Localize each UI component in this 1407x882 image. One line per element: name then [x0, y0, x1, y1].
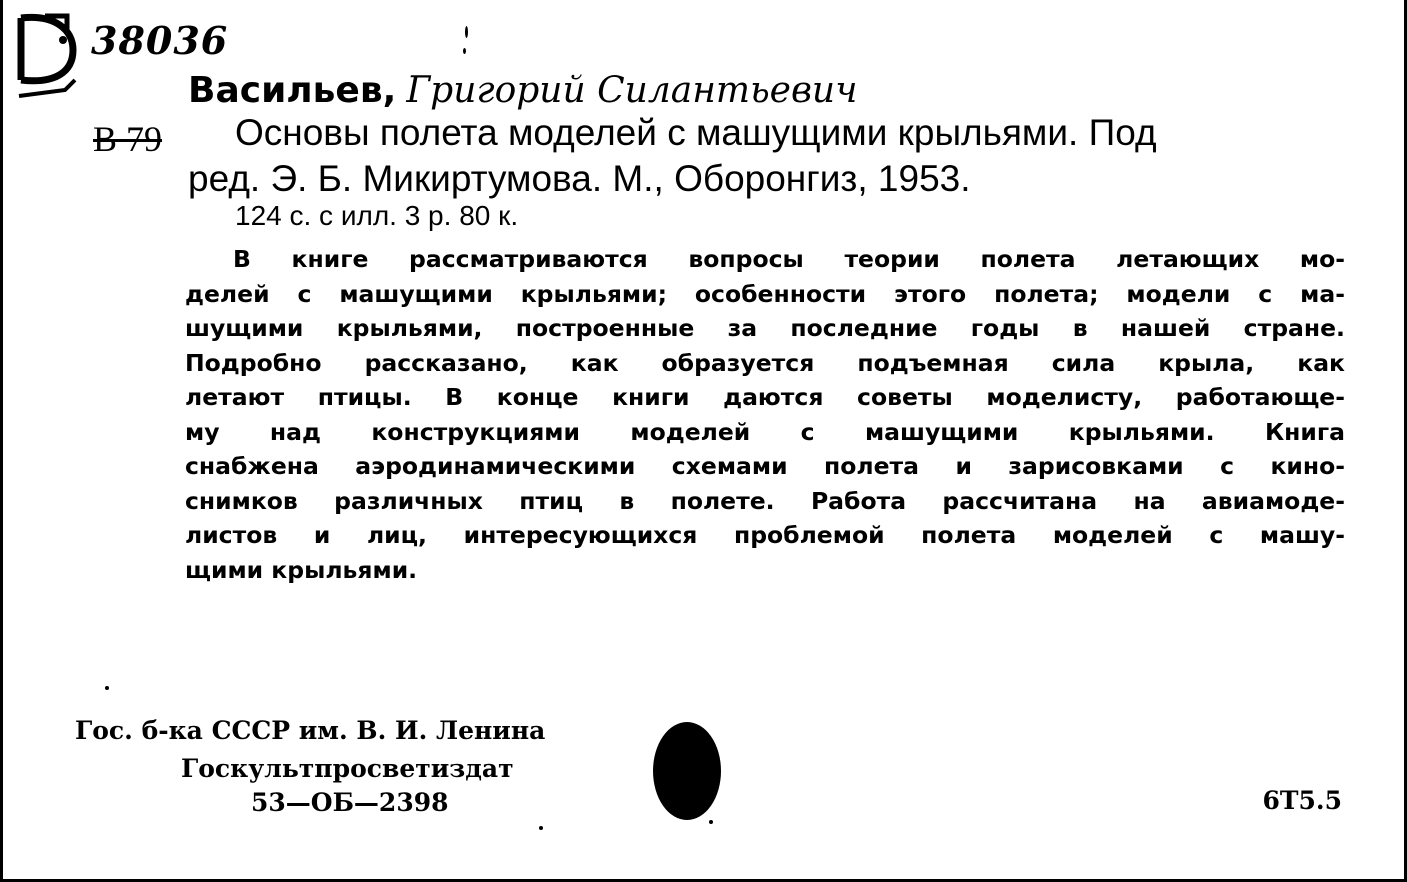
- annotation-line: В книге рассматриваются вопросы теории полета летающих мо-: [233, 245, 1345, 273]
- annotation-line: Подробно рассказано, как образуется подъемная сила крыла, как: [185, 348, 1345, 377]
- ink-speck: [465, 26, 468, 38]
- annotation-line: снабжена аэродинамическими схемами полета и зарисовками с кино-: [185, 452, 1345, 480]
- classification-code: 6Т5.5: [1262, 786, 1342, 815]
- title-line-2: ред. Э. Б. Микиртумова. М., Оборонгиз, 1953.: [188, 158, 971, 199]
- ink-speck: [539, 826, 543, 830]
- author-surname: Васильев,: [188, 70, 397, 111]
- ink-speck: [105, 686, 109, 690]
- annotation-line: снимков различных птиц в полете. Работа рассчитана на авиамоде-: [185, 486, 1345, 515]
- ink-speck: [463, 48, 466, 54]
- punch-hole: [653, 722, 721, 820]
- annotation-line: шущими крыльями, построенные за последние годы в нашей стране.: [185, 314, 1345, 342]
- title-line-1: Основы полета моделей с машущими крыльями. Под: [235, 112, 1157, 153]
- author-handwritten-name: Григорий Силантьевич: [406, 70, 858, 111]
- footer-library: Гос. б-ка СССР им. В. И. Ленина: [75, 716, 546, 745]
- shelfmark: В 79: [93, 119, 163, 159]
- annotation: [185, 242, 1345, 587]
- ink-speck: [709, 820, 713, 824]
- annotation-line: му над конструкциями моделей с машущими крыльями. Книга: [185, 417, 1345, 446]
- footer-publisher: Госкультпросветиздат: [181, 754, 514, 783]
- author-heading: [188, 68, 858, 112]
- library-stamp-mark: [15, 10, 85, 100]
- accession-number: 38036: [91, 18, 229, 63]
- collation: 124 с. с илл. 3 р. 80 к.: [235, 200, 519, 231]
- annotation-line: летают птицы. В конце книги даются советы моделисту, работающе-: [185, 383, 1345, 411]
- footer-order-number: 53—ОБ—2398: [251, 788, 449, 817]
- annotation-line: делей с машущими крыльями; особенности этого полета; модели с ма-: [185, 279, 1345, 308]
- annotation-line: щими крыльями.: [185, 555, 418, 584]
- annotation-line: листов и лиц, интересующихся проблемой полета моделей с машу-: [185, 521, 1345, 549]
